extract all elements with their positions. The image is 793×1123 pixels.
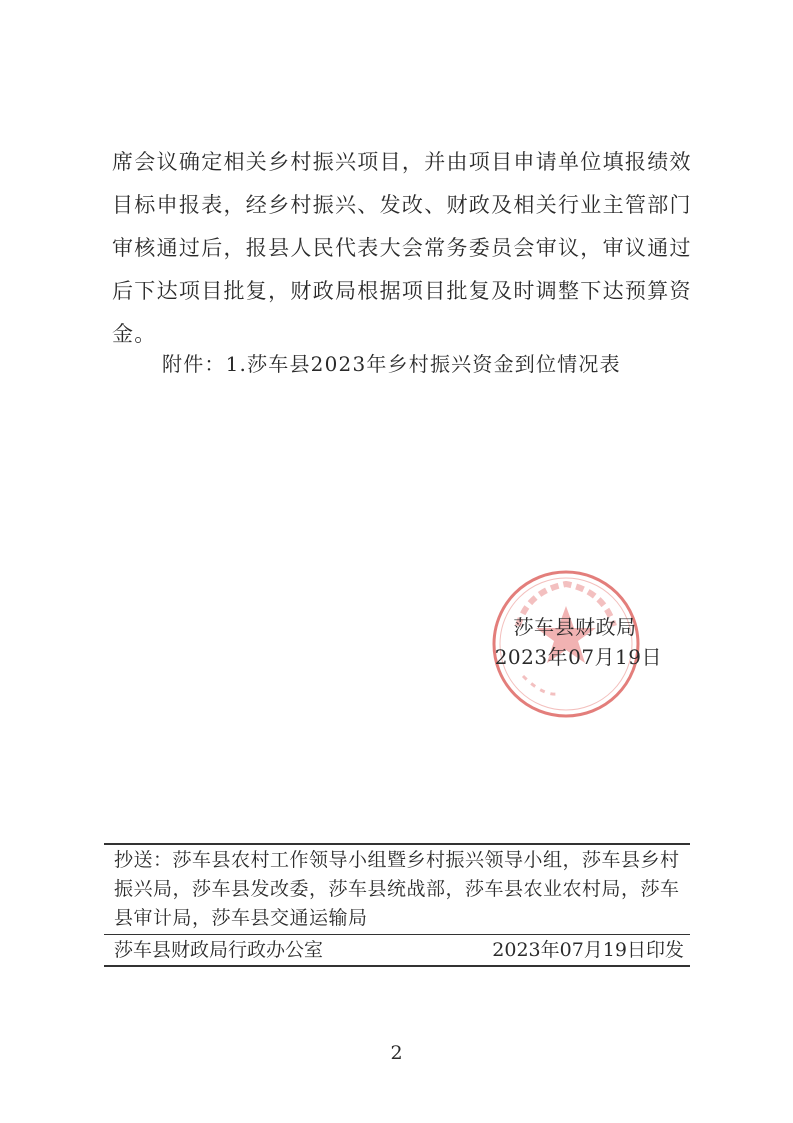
cc-list: 抄送：莎车县农村工作领导小组暨乡村振兴领导小组，莎车县乡村振兴局，莎车县发改委，莎车县统战部，莎车县农业农村局，莎车县审计局，莎车县交通运输局	[114, 849, 680, 929]
body-paragraph: 席会议确定相关乡村振兴项目，并由项目申请单位填报绩效目标申报表，经乡村振兴、发改、财政及相关行业主管部门审核通过后，报县人民代表大会常务委员会审议，审议通过后下达项目批复，财政局根据项目批复及时调整下达预算资金。	[112, 150, 692, 346]
signature-date: 2023年07月19日	[494, 645, 662, 669]
issue-date: 2023年07月19日印发	[492, 939, 684, 961]
page-number: 2	[390, 1042, 403, 1064]
signature-org: 莎车县财政局	[513, 615, 637, 639]
attachment-line: 附件：1.莎车县2023年乡村振兴资金到位情况表	[162, 352, 621, 376]
divider-bottom	[104, 965, 690, 967]
issuer-office: 莎车县财政局行政办公室	[114, 939, 324, 961]
divider-top	[104, 843, 690, 845]
